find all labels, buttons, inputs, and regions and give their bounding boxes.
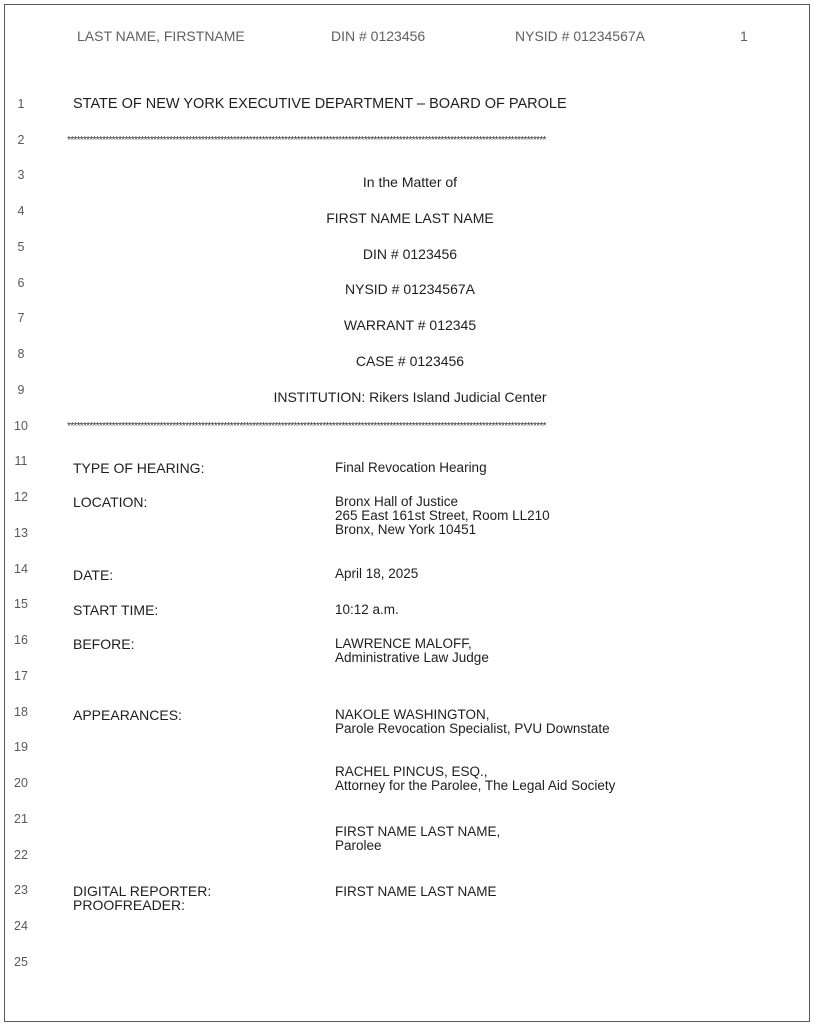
start-time-value: 10:12 a.m.	[335, 602, 399, 617]
date-label: DATE:	[73, 567, 114, 583]
line-number: 9	[17, 383, 25, 397]
line-number: 18	[14, 705, 28, 719]
digital-reporter-value: FIRST NAME LAST NAME	[335, 884, 497, 899]
appearance-1-name: NAKOLE WASHINGTON,	[335, 707, 490, 722]
header-din: DIN # 0123456	[331, 28, 426, 44]
line-number: 10	[14, 419, 28, 433]
line-number: 11	[14, 454, 28, 468]
line-number: 4	[17, 204, 25, 218]
line-number: 2	[17, 133, 25, 147]
judge-title: Administrative Law Judge	[335, 650, 489, 665]
line-number: 13	[14, 526, 28, 540]
location-line-2: 265 East 161st Street, Room LL210	[335, 508, 550, 523]
line-number: 15	[14, 597, 28, 611]
location-line-3: Bronx, New York 10451	[335, 522, 477, 537]
caption-matter: In the Matter of	[362, 174, 458, 190]
appearance-3-role: Parolee	[335, 838, 382, 853]
line-number: 17	[14, 669, 28, 683]
document-title: STATE OF NEW YORK EXECUTIVE DEPARTMENT – BOARD OF PAROLE	[73, 96, 567, 112]
appearance-2-name: RACHEL PINCUS, ESQ.,	[335, 764, 488, 779]
caption-institution: INSTITUTION: Rikers Island Judicial Center	[273, 389, 547, 405]
line-number: 12	[14, 490, 28, 504]
judge-name: LAWRENCE MALOFF,	[335, 636, 472, 651]
appearance-1-role: Parole Revocation Specialist, PVU Downstate	[335, 721, 610, 736]
separator-top: ******************************************************************************************************************************************************	[67, 136, 546, 146]
line-number: 6	[17, 276, 25, 290]
location-line-1: Bronx Hall of Justice	[335, 494, 459, 509]
type-of-hearing-value: Final Revocation Hearing	[335, 460, 487, 475]
appearances-label: APPEARANCES:	[73, 707, 182, 723]
caption-case: CASE # 0123456	[355, 353, 465, 369]
appearance-3-name: FIRST NAME LAST NAME,	[335, 824, 501, 839]
start-time-label: START TIME:	[73, 602, 159, 618]
line-number: 23	[14, 883, 28, 897]
line-number: 3	[17, 168, 25, 182]
page-number: 1	[740, 28, 748, 44]
line-number: 7	[17, 311, 25, 325]
caption-warrant: WARRANT # 012345	[343, 317, 477, 333]
caption-din: DIN # 0123456	[362, 246, 458, 262]
line-number: 19	[14, 740, 28, 754]
line-number: 8	[17, 347, 25, 361]
location-label: LOCATION:	[73, 494, 148, 510]
line-number: 25	[14, 955, 28, 969]
date-value: April 18, 2025	[335, 566, 419, 581]
caption-name: FIRST NAME LAST NAME	[326, 210, 494, 226]
type-of-hearing-label: TYPE OF HEARING:	[73, 460, 205, 476]
line-number: 5	[17, 240, 25, 254]
header-name: LAST NAME, FIRSTNAME	[77, 28, 245, 44]
transcript-page	[4, 4, 810, 1022]
line-number: 16	[14, 633, 28, 647]
before-label: BEFORE:	[73, 636, 135, 652]
line-number: 22	[14, 848, 28, 862]
proofreader-label: PROOFREADER:	[73, 897, 186, 913]
line-number: 1	[17, 97, 25, 111]
line-number: 24	[14, 919, 28, 933]
line-number: 14	[14, 562, 28, 576]
caption-nysid: NYSID # 01234567A	[345, 281, 475, 297]
line-number: 20	[14, 776, 28, 790]
header-nysid: NYSID # 01234567A	[515, 28, 645, 44]
separator-bottom: ******************************************************************************************************************************************************	[67, 422, 546, 432]
digital-reporter-label: DIGITAL REPORTER:	[73, 883, 212, 899]
appearance-2-role: Attorney for the Parolee, The Legal Aid Society	[335, 778, 616, 793]
line-number: 21	[14, 812, 28, 826]
